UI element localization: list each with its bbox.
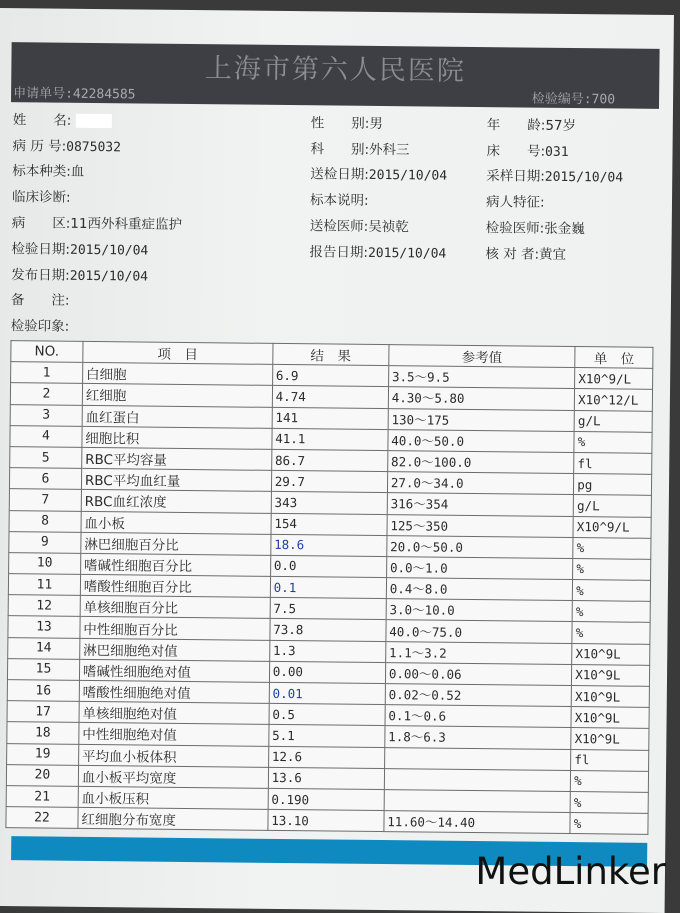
reference-range: 1.8～6.3 bbox=[385, 726, 572, 749]
test-result: 0.1 bbox=[270, 576, 386, 598]
col-ref-header: 参考值 bbox=[389, 345, 576, 368]
reference-range: 3.0～10.0 bbox=[386, 599, 573, 622]
unit: g/L bbox=[574, 410, 652, 432]
col-unit-header: 单 位 bbox=[575, 347, 653, 369]
row-number: 15 bbox=[7, 658, 79, 680]
unit: fl bbox=[574, 452, 652, 474]
specimen-field: 标本种类:血 bbox=[12, 163, 85, 180]
reference-range bbox=[384, 768, 571, 791]
reference-range: 0.02～0.52 bbox=[385, 684, 572, 707]
test-item: 血小板压积 bbox=[78, 786, 268, 809]
unit: % bbox=[573, 537, 651, 559]
test-result: 1.3 bbox=[269, 640, 385, 662]
test-item: 细胞比积 bbox=[82, 426, 272, 449]
reference-range: 125～350 bbox=[387, 514, 574, 537]
test-item: 嗜酸性细胞绝对值 bbox=[79, 680, 269, 703]
unit: pg bbox=[574, 474, 652, 496]
reference-range: 82.0～100.0 bbox=[387, 451, 574, 474]
test-item: 红细胞 bbox=[82, 384, 272, 407]
row-number: 17 bbox=[7, 701, 79, 723]
unit: X10^9/L bbox=[573, 516, 651, 538]
test-item: 血小板 bbox=[81, 511, 271, 534]
reference-range: 3.5～9.5 bbox=[388, 366, 575, 389]
row-number: 4 bbox=[10, 425, 82, 447]
tester-field: 检验医师:张金巍 bbox=[485, 220, 585, 238]
test-result: 6.9 bbox=[272, 365, 388, 387]
results-table bbox=[5, 340, 653, 835]
test-result: 154 bbox=[271, 513, 387, 535]
row-number: 20 bbox=[6, 764, 78, 786]
row-number: 19 bbox=[7, 743, 79, 765]
reference-range: 0.1～0.6 bbox=[385, 705, 572, 728]
unit: % bbox=[570, 791, 648, 813]
test-item: 血小板平均宽度 bbox=[78, 765, 268, 788]
test-item: 平均血小板体积 bbox=[78, 744, 268, 767]
patient-feature-field: 病人特征: bbox=[485, 194, 545, 211]
diagnosis-field: 临床诊断: bbox=[11, 189, 71, 206]
publish-date-field: 发布日期:2015/10/04 bbox=[11, 267, 149, 285]
report-date-field: 报告日期:2015/10/04 bbox=[309, 244, 447, 262]
exam-number: 检验编号:700 bbox=[531, 91, 616, 108]
name-field: 姓 名: bbox=[13, 108, 112, 129]
test-date-field: 检验日期:2015/10/04 bbox=[11, 241, 149, 259]
row-number: 2 bbox=[10, 383, 82, 405]
unit: % bbox=[572, 601, 650, 623]
row-number: 11 bbox=[8, 574, 80, 596]
brand-watermark: MedLinker bbox=[475, 850, 666, 893]
reference-range: 1.1～3.2 bbox=[385, 641, 572, 664]
unit: X10^9L bbox=[572, 643, 650, 665]
row-number: 14 bbox=[8, 637, 80, 659]
test-item: 嗜碱性细胞百分比 bbox=[80, 553, 270, 576]
test-item: 血红蛋白 bbox=[82, 405, 272, 428]
dept-field: 科 别:外科三 bbox=[310, 141, 410, 159]
test-item: 淋巴细胞绝对值 bbox=[80, 638, 270, 661]
record-field: 病 历 号:0875032 bbox=[12, 138, 122, 156]
test-result: 0.190 bbox=[268, 788, 384, 810]
row-number: 8 bbox=[9, 510, 81, 532]
test-result: 13.10 bbox=[268, 809, 384, 831]
ward-field: 病 区:11西外科重症监护 bbox=[11, 215, 183, 233]
gender-field: 性 别:男 bbox=[310, 115, 383, 133]
reference-range: 130～175 bbox=[388, 408, 575, 431]
test-result: 13.6 bbox=[268, 767, 384, 789]
row-number: 9 bbox=[9, 531, 81, 553]
unit: X10^9L bbox=[571, 707, 649, 729]
unit: % bbox=[574, 431, 652, 453]
specimen-note-field: 标本说明: bbox=[309, 192, 369, 209]
reference-range: 40.0～75.0 bbox=[386, 620, 573, 643]
request-number: 申请单号:42284585 bbox=[13, 86, 136, 103]
test-item: 红细胞分布宽度 bbox=[78, 807, 268, 830]
row-number: 22 bbox=[6, 807, 78, 829]
row-number: 12 bbox=[8, 595, 80, 617]
reference-range: 0.0～1.0 bbox=[386, 556, 573, 579]
test-result: 0.01 bbox=[269, 682, 385, 704]
test-item: RBC平均血红量 bbox=[81, 469, 271, 492]
test-result: 73.8 bbox=[270, 619, 386, 641]
reference-range: 27.0～34.0 bbox=[387, 472, 574, 495]
row-number: 5 bbox=[10, 447, 82, 469]
test-result: 343 bbox=[271, 492, 387, 514]
unit: X10^9/L bbox=[575, 368, 653, 390]
test-result: 7.5 bbox=[270, 598, 386, 620]
test-item: 嗜碱性细胞绝对值 bbox=[79, 659, 269, 682]
remark-field: 备 注: bbox=[10, 292, 70, 309]
test-result: 86.7 bbox=[271, 449, 387, 471]
unit: fl bbox=[571, 749, 649, 771]
row-number: 6 bbox=[9, 468, 81, 490]
report-header-banner bbox=[11, 42, 660, 109]
col-result-header: 结 果 bbox=[273, 343, 389, 365]
test-result: 41.1 bbox=[272, 428, 388, 450]
checker-field: 核 对 者:黄宜 bbox=[485, 246, 567, 263]
reference-range bbox=[384, 790, 571, 813]
sample-date-field: 采样日期:2015/10/04 bbox=[486, 168, 624, 186]
hospital-title: 上海市第六人民医院 bbox=[204, 53, 467, 87]
test-item: RBC平均容量 bbox=[82, 447, 272, 470]
row-number: 18 bbox=[7, 722, 79, 744]
reference-range: 11.60～14.40 bbox=[384, 811, 571, 834]
table-body bbox=[6, 362, 653, 835]
test-item: 中性细胞百分比 bbox=[80, 617, 270, 640]
patient-info bbox=[10, 108, 653, 335]
test-result: 29.7 bbox=[271, 470, 387, 492]
test-result: 0.00 bbox=[269, 661, 385, 683]
test-result: 5.1 bbox=[269, 725, 385, 747]
test-result: 0.0 bbox=[270, 555, 386, 577]
submit-date-field: 送检日期:2015/10/04 bbox=[310, 166, 448, 184]
unit: % bbox=[570, 813, 648, 835]
test-result: 18.6 bbox=[271, 534, 387, 556]
test-item: 白细胞 bbox=[82, 363, 272, 386]
test-result: 12.6 bbox=[268, 746, 384, 768]
reference-range bbox=[384, 747, 571, 770]
unit: % bbox=[573, 580, 651, 602]
unit: % bbox=[571, 770, 649, 792]
test-item: 嗜酸性细胞百分比 bbox=[80, 574, 270, 597]
age-field: 年 龄:57岁 bbox=[486, 117, 577, 135]
reference-range: 0.00～0.06 bbox=[385, 662, 572, 685]
report-sheet bbox=[0, 8, 674, 913]
reference-range: 40.0～50.0 bbox=[388, 429, 575, 452]
reference-range: 0.4～8.0 bbox=[386, 578, 573, 601]
impression-field: 检验印象: bbox=[10, 318, 70, 335]
col-item-header: 项 目 bbox=[83, 341, 273, 364]
row-number: 7 bbox=[9, 489, 81, 511]
col-no-header: NO. bbox=[11, 341, 83, 363]
unit: % bbox=[573, 558, 651, 580]
row-number: 13 bbox=[8, 616, 80, 638]
row-number: 10 bbox=[9, 552, 81, 574]
reference-range: 20.0～50.0 bbox=[387, 535, 574, 558]
unit: X10^9L bbox=[571, 686, 649, 708]
test-result: 4.74 bbox=[272, 386, 388, 408]
test-result: 0.5 bbox=[269, 704, 385, 726]
row-number: 21 bbox=[6, 786, 78, 808]
row-number: 3 bbox=[10, 404, 82, 426]
unit: % bbox=[572, 622, 650, 644]
unit: g/L bbox=[573, 495, 651, 517]
row-number: 1 bbox=[11, 362, 83, 384]
unit: X10^12/L bbox=[575, 389, 653, 411]
reference-range: 316～354 bbox=[387, 493, 574, 516]
redacted-name bbox=[75, 114, 111, 128]
test-item: 中性细胞绝对值 bbox=[79, 723, 269, 746]
sender-field: 送检医师:吴祯乾 bbox=[309, 218, 409, 236]
reference-range: 4.30～5.80 bbox=[388, 387, 575, 410]
test-item: RBC血红浓度 bbox=[81, 490, 271, 513]
unit: X10^9L bbox=[571, 728, 649, 750]
bed-field: 床 号:031 bbox=[486, 143, 569, 160]
test-item: 淋巴细胞百分比 bbox=[81, 532, 271, 555]
test-item: 单核细胞百分比 bbox=[80, 596, 270, 619]
test-item: 单核细胞绝对值 bbox=[79, 702, 269, 725]
unit: X10^9L bbox=[572, 664, 650, 686]
test-result: 141 bbox=[272, 407, 388, 429]
row-number: 16 bbox=[7, 680, 79, 702]
